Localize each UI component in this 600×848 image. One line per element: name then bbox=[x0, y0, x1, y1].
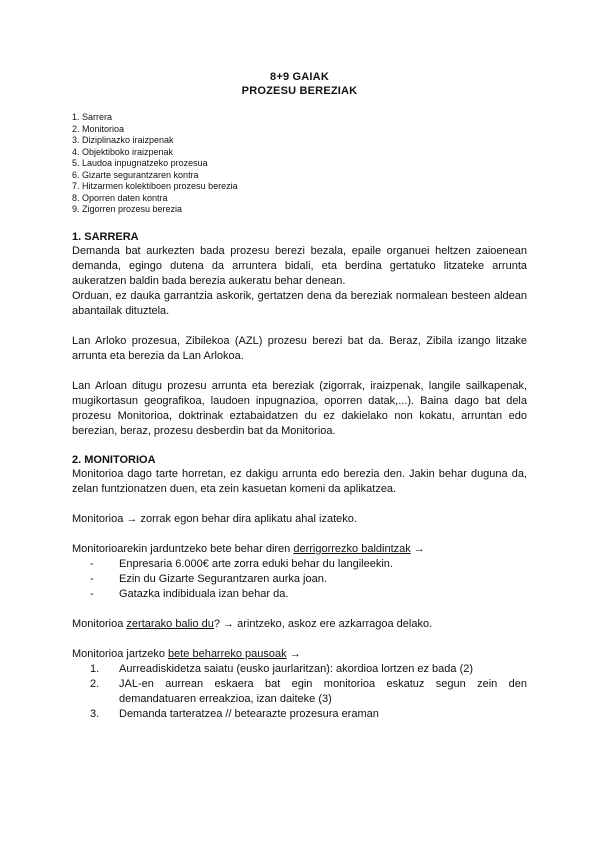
section-2-paragraph: Monitorioa dago tarte horretan, ez dakigu arrunta edo berezia den. Jakin behar duguna da, zelan funtzionatzen duen, eta zein kasuetan komeni da aplikatzea. bbox=[72, 467, 527, 495]
section-1-paragraph: Lan Arloko prozesua, Zibilekoa (AZL) prozesu berezi bat da. Beraz, Zibila izango litzake arrunta eta berezia da Lan Arlokoa. bbox=[72, 334, 527, 362]
list-item: - Ezin du Gizarte Segurantzaren aurka joan. bbox=[90, 572, 327, 585]
conditions-list bbox=[72, 557, 527, 602]
underlined-term: zertarako balio du bbox=[126, 617, 214, 630]
toc-item: 1. Sarrera bbox=[72, 112, 113, 122]
section-2-heading: 2. MONITORIOA bbox=[72, 453, 156, 466]
list-item: 2. JAL-en aurrean eskaera bat egin monitorioa eskatuz segun zein den demandatuaren erreakzioa, izan daiteke (3) bbox=[90, 677, 527, 705]
list-item: 1. Aurreadiskidetza saiatu (eusko jaurlaritzan): akordioa lortzen ez bada (2) bbox=[90, 662, 474, 675]
toc-item: 9. Zigorren prozesu berezia bbox=[72, 204, 183, 214]
section-2-paragraph: Monitorioa → zorrak egon behar dira aplikatu ahal izateko. bbox=[72, 512, 357, 525]
toc-item: 5. Laudoa inpugnatzeko prozesua bbox=[72, 158, 208, 168]
toc-item: 8. Oporren daten kontra bbox=[72, 192, 168, 203]
section-1-paragraph: Orduan, ez dauka garrantzia askorik, gertatzen dena da bereziak normalean besteen aldean abantailak dituztela. bbox=[72, 289, 527, 317]
toc-item: 6. Gizarte segurantzaren kontra bbox=[72, 169, 199, 180]
table-of-contents bbox=[72, 112, 527, 216]
document-title bbox=[72, 70, 527, 98]
list-item: 3. Demanda tarteratzea // betearazte prozesura eraman bbox=[90, 707, 379, 720]
underlined-term: derrigorrezko baldintzak bbox=[293, 542, 411, 555]
title-line-2: PROZESU BEREZIAK bbox=[241, 85, 358, 97]
toc-item: 2. Monitorioa bbox=[72, 123, 125, 134]
section-1-paragraph: Demanda bat aurkezten bada prozesu berezi bezala, epaile organuei heltzen zaioenean demanda, egingo dutena da arruntera bidali, eta berdina gertatuko litzateke arrunta aukeratzen baldin bada berezia aukeratu behar denean. bbox=[72, 244, 527, 287]
list-item: - Enpresaria 6.000€ arte zorra eduki behar du langileekin. bbox=[90, 557, 393, 570]
underlined-term: bete beharreko pausoak bbox=[168, 647, 287, 660]
document-page bbox=[72, 70, 527, 722]
toc-item: 7. Hitzarmen kolektiboen prozesu berezia bbox=[72, 181, 238, 191]
title-line-1: 8+9 GAIAK bbox=[270, 71, 329, 83]
purpose-paragraph: Monitorioa zertarako balio du? → arintzeko, askoz ere azkarragoa delako. bbox=[72, 617, 433, 630]
section-1-heading: 1. SARRERA bbox=[72, 230, 139, 243]
section-1-paragraph: Lan Arloan ditugu prozesu arrunta eta bereziak (zigorrak, iraizpenak, langile sailkapenak, mugikortasun geografikoa, laudoen inpugnazioa, oporren datak,...). Baina dago bat dela prozesu Monitorioa, doktrinak eztabaidatzen du ez dakielako non kokatu, arruntan edo berezian, beraz, prozesu desberdin bat da Monitorioa. bbox=[72, 379, 527, 437]
conditions-intro: Monitorioarekin jarduntzeko bete behar diren derrigorrezko baldintzak → bbox=[72, 542, 425, 555]
list-item: - Gatazka indibiduala izan behar da. bbox=[90, 587, 289, 600]
steps-intro: Monitorioa jartzeko bete beharreko pausoak → bbox=[72, 647, 301, 660]
steps-list bbox=[72, 662, 527, 722]
toc-item: 3. Diziplinazko iraizpenak bbox=[72, 135, 174, 145]
toc-item: 4. Objektiboko iraizpenak bbox=[72, 146, 174, 157]
